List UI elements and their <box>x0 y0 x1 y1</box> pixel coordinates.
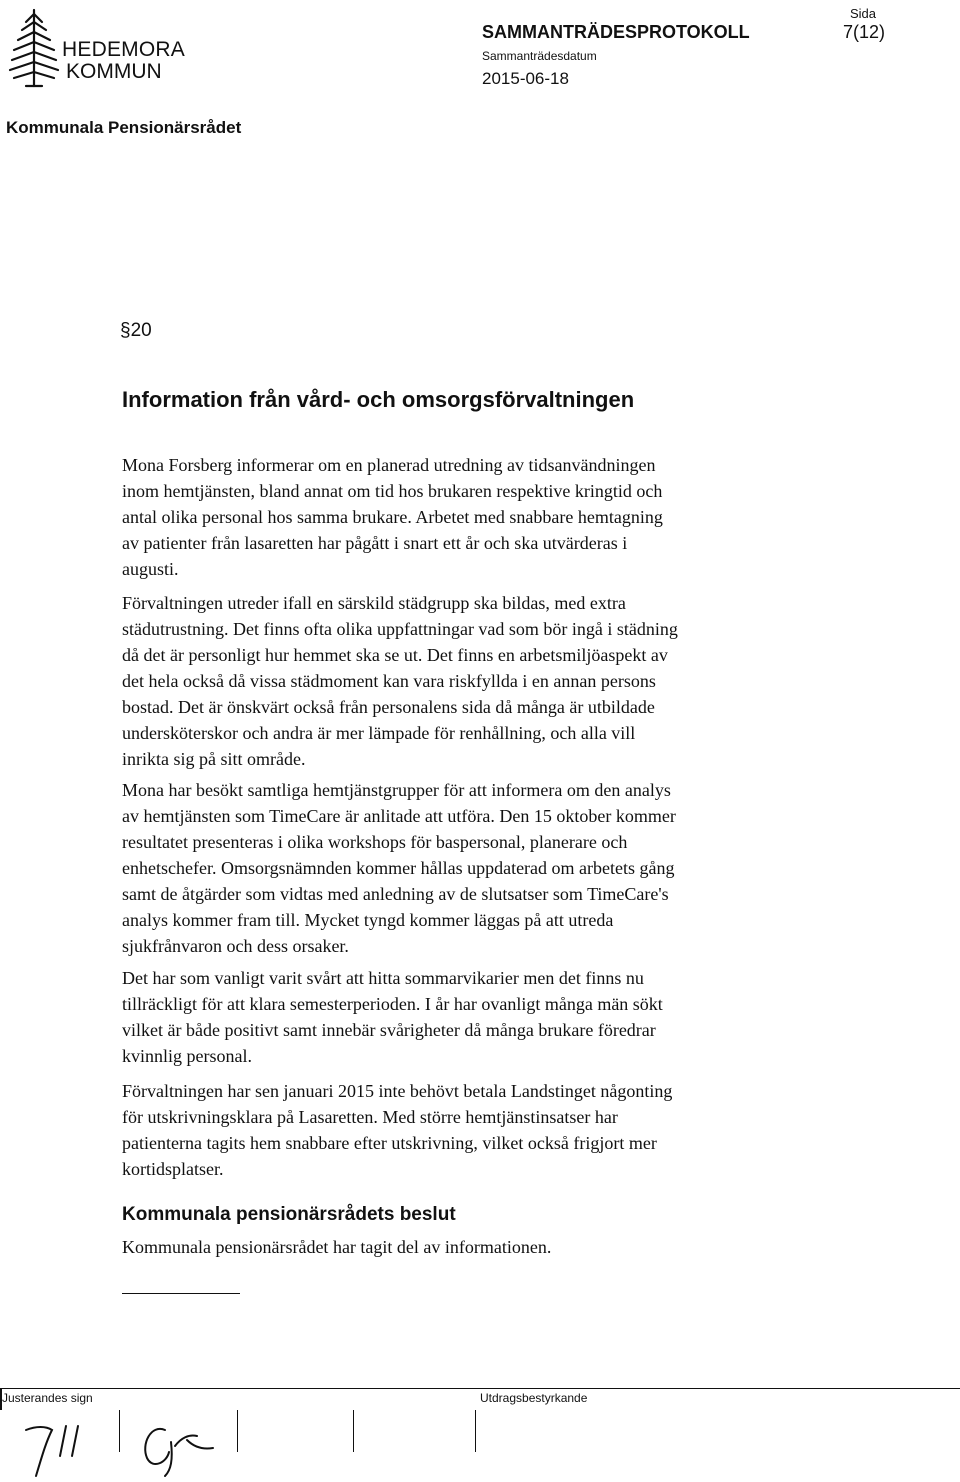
decision-text: Kommunala pensionärsrådet har tagit del av informationen. <box>122 1237 552 1257</box>
text-line: analys kommer fram till. Mycket tyngd kommer läggas på att utreda <box>122 910 614 930</box>
page-label: Sida <box>850 6 877 21</box>
text-line: det hela också då vissa städmoment kan vara riskfyllda i en annan persons <box>122 671 656 691</box>
text-line: inom hemtjänsten, bland annat om tid hos brukaren respektive kringtid och <box>122 481 663 501</box>
text-line: inrikta sig på sitt område. <box>122 749 306 769</box>
text-line: av hemtjänsten som TimeCare är anlitade att utföra. Den 15 oktober kommer <box>122 806 676 826</box>
date-label: Sammanträdesdatum <box>482 49 597 63</box>
decision-heading: Kommunala pensionärsrådets beslut <box>122 1204 456 1225</box>
extract-label: Utdragsbestyrkande <box>480 1391 588 1405</box>
text-line: kortidsplatser. <box>122 1159 224 1179</box>
footer-divider <box>0 1388 960 1389</box>
text-line: bostad. Det är önskvärt också från personalens sida då många är utbildade <box>122 697 655 717</box>
org-name-line1: HEDEMORA <box>62 38 185 61</box>
text-line: städutrustning. Det finns ofta olika uppfattningar vad som bör ingå i städning <box>122 619 678 639</box>
text-line: augusti. <box>122 559 179 579</box>
text-line: vilket är både positivt samt innebär svårigheter då många brukare föredrar <box>122 1020 656 1040</box>
committee-name: Kommunala Pensionärsrådet <box>6 118 242 137</box>
document-type: SAMMANTRÄDESPROTOKOLL <box>482 22 750 42</box>
paragraph <box>122 590 822 772</box>
text-line: enhetschefer. Omsorgsnämnden kommer hållas uppdaterad om arbetets gång <box>122 858 675 878</box>
text-line: Det har som vanligt varit svårt att hitta sommarvikarier men det finns nu <box>122 968 644 988</box>
handwritten-initials-signature <box>135 1410 225 1480</box>
text-line: undersköterskor och andra är mer lämpade för renhållning, och alla vill <box>122 723 636 743</box>
handwritten-initials-signature <box>12 1412 92 1480</box>
text-line: då det är personligt hur hemmet ska se ut. Det finns en arbetsmiljöaspekt av <box>122 645 668 665</box>
text-line: tillräckligt för att klara semesterperioden. I år har ovanligt många män sökt <box>122 994 663 1014</box>
text-line: Mona har besökt samtliga hemtjänstgrupper för att informera om den analys <box>122 780 671 800</box>
text-line: Förvaltningen utreder ifall en särskild städgrupp ska bildas, med extra <box>122 593 626 613</box>
date-value: 2015-06-18 <box>482 69 569 88</box>
page-number: 7(12) <box>843 22 886 42</box>
text-line: för utskrivningsklara på Lasaretten. Med större hemtjänstinsatser har <box>122 1107 618 1127</box>
text-line: Förvaltningen har sen januari 2015 inte behövt betala Landstinget någonting <box>122 1081 673 1101</box>
paragraph <box>122 1078 822 1182</box>
text-line: av patienter från lasaretten har pågått i snart ett år och ska utvärderas i <box>122 533 628 553</box>
signature-separator <box>119 1410 120 1452</box>
divider <box>122 1293 240 1294</box>
paragraph <box>122 777 822 959</box>
spruce-tree-icon <box>6 6 62 90</box>
signature-separator <box>353 1410 354 1452</box>
text-line: Mona Forsberg informerar om en planerad utredning av tidsanvändningen <box>122 455 656 475</box>
text-line: antal olika personal hos samma brukare. Arbetet med snabbare hemtagning <box>122 507 663 527</box>
text-line: patienterna tagits hem snabbare efter utskrivning, vilket också frigjort mer <box>122 1133 657 1153</box>
paragraph <box>122 452 822 582</box>
text-line: sjukfrånvaron och dess orsaker. <box>122 936 349 956</box>
text-line: samt de åtgärder som vidtas med anledning av de slutsatser som TimeCare's <box>122 884 669 904</box>
signature-label: Justerandes sign <box>2 1391 93 1405</box>
text-line: kvinnlig personal. <box>122 1046 252 1066</box>
text-line: resultatet presenteras i olika workshops för baspersonal, planerare och <box>122 832 628 852</box>
section-number: §20 <box>120 320 152 341</box>
signature-separator <box>475 1410 476 1452</box>
signature-separator <box>237 1410 238 1452</box>
section-title: Information från vård- och omsorgsförvaltningen <box>122 387 635 412</box>
paragraph <box>122 965 822 1069</box>
org-name-line2: KOMMUN <box>66 60 162 83</box>
